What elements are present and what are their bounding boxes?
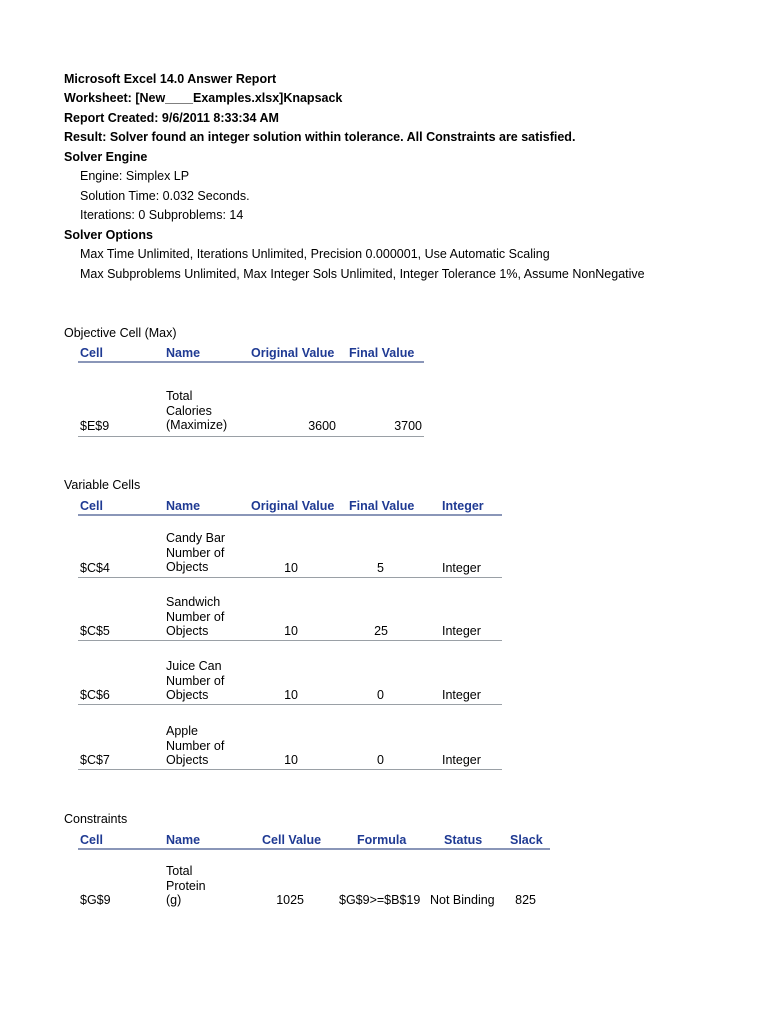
constraint-formula: $G$9>=$B$19 — [339, 893, 421, 907]
objective-row-rule — [78, 436, 424, 437]
objective-final: 3700 — [394, 419, 422, 433]
objective-name: Total Calories (Maximize) — [166, 389, 228, 432]
objective-original: 3600 — [308, 419, 336, 433]
constraint-name: Total Protein (g) — [166, 864, 206, 907]
variables-col-original: Original Value — [251, 499, 335, 513]
variables-header-rule — [78, 514, 502, 516]
variable-cell: $C$6 — [80, 688, 110, 702]
variable-name: Sandwich Number of Objects — [166, 595, 225, 638]
constraint-value: 1025 — [276, 893, 304, 907]
variable-final: 0 — [377, 688, 384, 702]
objective-label: Objective Cell (Max) — [64, 326, 177, 340]
variables-col-integer: Integer — [442, 499, 484, 513]
variable-cell: $C$7 — [80, 753, 110, 767]
worksheet-line: Worksheet: [New____Examples.xlsx]Knapsack — [64, 91, 343, 105]
constraints-col-name: Name — [166, 833, 201, 847]
constraints-col-value: Cell Value — [262, 833, 322, 847]
variable-cell: $C$4 — [80, 561, 110, 575]
variable-row-rule — [78, 704, 502, 705]
objective-col-cell: Cell — [80, 346, 103, 360]
variable-final: 5 — [377, 561, 384, 575]
options-heading: Solver Options — [64, 228, 153, 242]
variable-original: 10 — [284, 688, 298, 702]
variable-name: Candy Bar Number of Objects — [166, 531, 226, 574]
result-line: Result: Solver found an integer solution within tolerance. All Constraints are satisfied. — [64, 130, 576, 144]
variable-final: 25 — [374, 624, 388, 638]
variables-col-final: Final Value — [349, 499, 415, 513]
objective-col-name: Name — [166, 346, 201, 360]
variables-col-cell: Cell — [80, 499, 103, 513]
variables-col-name: Name — [166, 499, 201, 513]
objective-col-final: Final Value — [349, 346, 415, 360]
constraints-col-formula: Formula — [357, 833, 407, 847]
variable-original: 10 — [284, 753, 298, 767]
objective-cell: $E$9 — [80, 419, 110, 433]
solution-time-line: Solution Time: 0.032 Seconds. — [80, 189, 250, 203]
options-line-1: Max Time Unlimited, Iterations Unlimited, Precision 0.000001, Use Automatic Scaling — [80, 247, 550, 261]
constraints-col-cell: Cell — [80, 833, 103, 847]
variable-row-rule — [78, 577, 502, 578]
variables-label: Variable Cells — [64, 478, 141, 492]
created-line: Report Created: 9/6/2011 8:33:34 AM — [64, 111, 279, 125]
variable-name: Apple Number of Objects — [166, 724, 225, 767]
report-title: Microsoft Excel 14.0 Answer Report — [64, 72, 277, 86]
constraint-status: Not Binding — [430, 893, 495, 907]
variable-row-rule — [78, 769, 502, 770]
options-line-2: Max Subproblems Unlimited, Max Integer Sols Unlimited, Integer Tolerance 1%, Assume NonNegative — [80, 267, 645, 281]
variable-final: 0 — [377, 753, 384, 767]
variable-original: 10 — [284, 624, 298, 638]
variable-integer: Integer — [442, 624, 481, 638]
constraint-cell: $G$9 — [80, 893, 111, 907]
engine-line: Engine: Simplex LP — [80, 169, 190, 183]
constraints-label: Constraints — [64, 812, 128, 826]
iterations-line: Iterations: 0 Subproblems: 14 — [80, 208, 244, 222]
variable-integer: Integer — [442, 753, 481, 767]
variable-row-rule — [78, 640, 502, 641]
constraints-col-slack: Slack — [510, 833, 543, 847]
variable-cell: $C$5 — [80, 624, 110, 638]
variable-integer: Integer — [442, 688, 481, 702]
objective-col-original: Original Value — [251, 346, 335, 360]
constraints-header-rule — [78, 848, 550, 850]
variable-integer: Integer — [442, 561, 481, 575]
variable-name: Juice Can Number of Objects — [166, 659, 225, 702]
engine-heading: Solver Engine — [64, 150, 148, 164]
variable-original: 10 — [284, 561, 298, 575]
objective-header-rule — [78, 361, 424, 363]
constraints-col-status: Status — [444, 833, 483, 847]
constraint-slack: 825 — [515, 893, 536, 907]
